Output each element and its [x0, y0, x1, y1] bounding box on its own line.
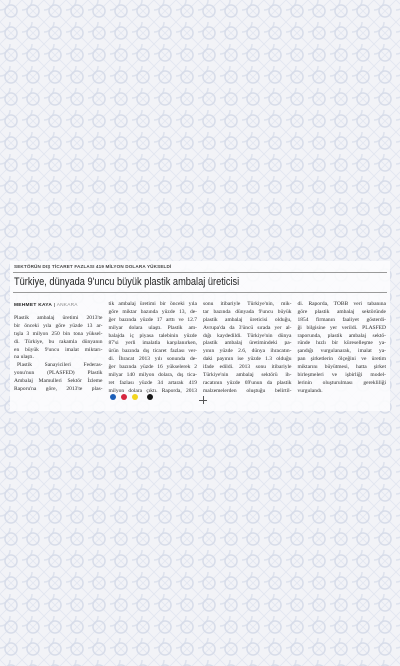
- paragraph: [203, 301, 292, 396]
- text-line: Avrupa'da da 3'üncü sırada yer al-: [203, 324, 292, 331]
- registration-dot: [147, 394, 153, 400]
- text-line: 1854 firmanın faaliyet gösterdi-: [297, 316, 386, 323]
- text-line: tik ambalaj üretimi bir önceki yıla: [108, 301, 197, 307]
- text-line: pan şirketlerin ölçeğini ve üretim: [297, 356, 386, 363]
- text-line: ürün bazında dış ticaret fazlası ver-: [108, 348, 197, 355]
- article-column: [203, 301, 292, 396]
- article-body: [14, 301, 386, 396]
- article-headline: Türkiye, dünyada 9'uncu büyük plastik ambalaj üreticisi: [14, 276, 240, 288]
- text-line: milyar 140 milyon dolara, dış tica-: [108, 372, 197, 379]
- article-column: [109, 301, 198, 396]
- registration-marks: [110, 394, 153, 400]
- text-line: di. Türkiye, bu rakamla dünyanın: [14, 338, 103, 345]
- byline-location: ANKARA: [56, 303, 78, 308]
- text-line: 87'si yerli imalatla karşılanırken,: [108, 340, 197, 347]
- text-line: göre miktar bazında yüzde 13, de-: [108, 308, 197, 315]
- text-line: tışla 3 milyon 250 bin tona yüksel-: [14, 330, 103, 337]
- text-line: daki payının ise yüzde 1.3 olduğu: [203, 356, 292, 363]
- text-line: birleşmeleri ve işbirliği model-: [297, 372, 386, 379]
- article-kicker: SEKTÖRÜN DIŞ TİCARET FAZLASI 419 MİLYON DOLARA YÜKSELDİ: [14, 264, 172, 269]
- text-line: di. İhracat 2013 yılı sonunda de-: [108, 356, 197, 363]
- byline-author: MEHMET KAYA: [14, 303, 53, 308]
- text-line: Türkiye'nin ambalaj sektörü ih-: [203, 372, 292, 379]
- text-line: ği bilgisine yer verildi. PLASFED: [297, 324, 386, 331]
- headline-divider: [13, 292, 387, 293]
- registration-dot: [110, 394, 116, 400]
- text-line: vurgulandı.: [297, 387, 323, 394]
- text-line: dığı kaydedildi. Türkiye'nin dünya: [203, 332, 292, 339]
- text-line: lerinin oluşturulması gerekliliği: [297, 379, 386, 386]
- text-line: plastik ambalaj üretimindeki pa-: [203, 340, 292, 347]
- text-line: di. Raporda, TOBB veri tabanına: [297, 301, 386, 307]
- text-line: milyar dolara ulaştı. Plastik am-: [108, 324, 197, 331]
- text-line: plastik ambalaj üreticisi olduğu,: [203, 316, 292, 323]
- text-line: Ambalaj Mamulleri Sektör İzleme: [14, 378, 103, 385]
- text-line: şandığı vurgulanarak, imalat ya-: [297, 348, 386, 355]
- article-column: [298, 301, 387, 396]
- text-line: ifade edildi. 2013 sonu itibariyle: [203, 364, 292, 371]
- text-line: ret fazlası yüzde 34 artarak 419: [108, 379, 197, 386]
- text-line: tar bazında dünyada 9'uncu büyük: [203, 308, 292, 315]
- paragraph: [109, 301, 198, 396]
- text-line: yonu'nun (PLASFED) Plastik: [14, 370, 103, 377]
- text-line: ründe hızlı bir küreselleşme ya-: [297, 340, 386, 347]
- byline: [14, 301, 103, 315]
- text-line: en büyük 9'uncu imalat miktarı-: [14, 346, 103, 353]
- paragraph: [14, 362, 103, 394]
- text-line: racatının yüzde 69'unun da plastik: [203, 379, 292, 386]
- registration-dot: [132, 394, 138, 400]
- article-column: [14, 301, 103, 396]
- text-line: bir önceki yıla göre yüzde 13 ar-: [14, 322, 103, 329]
- newspaper-clipping: [10, 261, 390, 411]
- text-line: ğer bazında yüzde 17 arttı ve 12.7: [108, 316, 197, 323]
- text-line: yının yüzde 2.6, dünya ihracatın-: [203, 348, 292, 355]
- text-line: raporunda, plastik ambalaj sektö-: [297, 332, 386, 339]
- text-line: Plastik Sanayicileri Federas-: [17, 362, 103, 369]
- text-line: milyon dolara çıktı. Raporda, 2013: [108, 387, 197, 394]
- text-line: göre plastik ambalaj sektöründe: [297, 308, 386, 315]
- byline-separator: [54, 303, 55, 307]
- text-line: miktarını büyütmesi, hatta şirket: [297, 364, 386, 371]
- text-line: malzemelerden oluştuğu belirtil-: [203, 387, 292, 394]
- text-line: na ulaştı.: [14, 354, 34, 361]
- paragraph: [298, 301, 387, 396]
- text-line: Plastik ambalaj üretimi 2013'te: [14, 315, 103, 321]
- text-line: ğer bazında yüzde 16 yükselerek 2: [108, 364, 197, 371]
- text-line: Raporu'na göre, 2013'te plas-: [14, 386, 103, 393]
- registration-dot: [121, 394, 127, 400]
- crosshair-mark: [199, 396, 207, 404]
- paragraph: [14, 315, 103, 362]
- kicker-divider: [13, 272, 387, 273]
- text-line: sonu itibariyle Türkiye'nin, mik-: [203, 301, 292, 307]
- text-line: balajda iç piyasa talebinin yüzde: [108, 332, 197, 339]
